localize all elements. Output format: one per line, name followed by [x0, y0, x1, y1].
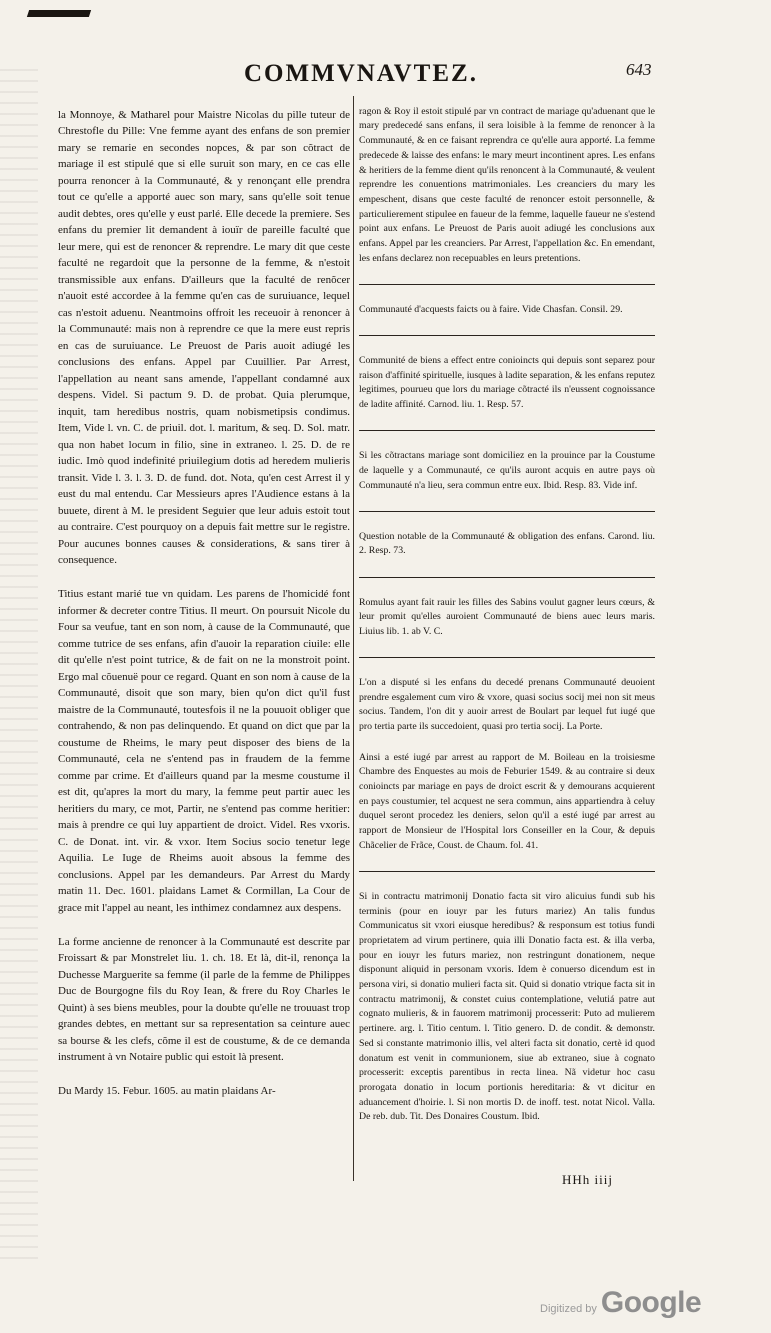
ink-mark [27, 10, 91, 17]
paragraph: Si les cõtractans mariage sont domiciliez en la prouince par la Coustume de laquelle y a Communauté, ce qu'ils auront acquis en autre pays où Communauté n'a lieu, sera commun entre eux. Ibid. Resp. 83. Vide inf. [359, 450, 655, 491]
paragraph: ragon & Roy il estoit stipulé par vn contract de mariage qu'aduenant que le mary predecedé sans enfans, il sera loisible à la femme de renoncer à la Communauté, & en ce faisant reprendra ce qu'elle aura apporté. La femme predecede & laisse des enfans: le mary meurt incontinent apres. Les enfans & heritiers de la femme dient qu'ils renoncent à la Communauté, & veulent reprendre les conuentions matrimoniales. Les creanciers du mary les empeschent, disans que ceste faculté de renoncer estoit personnelle, & particulierement stipulee en faueur de la femme, laquelle faueur ne s'estend point aux enfans. Le Preuost de Paris auoit adiugé les conclusions aux enfans. Appel par les creanciers. Par Arrest, l'appellation &c. En emendant, les enfans declarez non recepuables en leurs pretentions. [359, 105, 655, 264]
paragraph: Communité de biens a effect entre conioincts qui depuis sont separez pour raison d'affinité spirituelle, iusques à ladite separation, & les enfans reputez legitimes, pourueu que lors du mariage cõtracté ils n'eussent cognoissance de ladite affinité. Carnod. liu. 1. Resp. 57. [359, 354, 655, 411]
running-head-title: COMMVNAVTEZ. [244, 60, 478, 87]
paragraph: Romulus ayant fait rauir les filles des Sabins voulut gagner leurs cœurs, & leur promit qu'elles auroient Communauté de biens auec leurs maris. Liuius lib. 1. ab V. C. [359, 596, 655, 637]
google-logo: Google [600, 1286, 702, 1319]
gutter-margin [0, 60, 38, 1260]
paragraph: Du Mardy 15. Febur. 1605. au matin plaidans Ar- [58, 1085, 276, 1097]
section-rule [359, 871, 655, 872]
paragraph: la Monnoye, & Matharel pour Maistre Nicolas du pille tuteur de Chrestofle du Pille: Vne femme ayant des enfans de son premier mary se remarie en secondes nopces, & par son cõtract de mariage il est stipulé que si elle suruit son mary, en ce cas elle pourra renoncer à la Communauté, & y renonçant elle prendra tout ce qu'elle a apporté auec son mary, sans qu'elle soit tenue audit debtes, ores qu'elle y eust parlé. Elle decede la premiere. Ses enfans du premier lit demandent à iouïr de pareille faculté que leur mere, qui est de renoncer & reprendre. Le mary dit que ceste faculté ne regardoit que la personne de la femme, & n'estoit transmissible aux enfans. D'ailleurs que la faculté de renõcer n'auoit esté accordee à la femme qu'en cas de suruiuance, lequel cas n'estoit aduenu. Neantmoins offroit les receuoir à renoncer à la Communauté: mais non à reprendre ce que la mere eust repris en cas de suruiuance. Le Preuost de Paris auoit adiugé les conclusions des enfans. Appel par Cuuillier. Par Arrest, l'appellation au neant sans amende, l'appellant condamné aux despens. Videl. Si pactum 9. D. de probat. Quia plerumque, inquit, tam heredibus nostris, quam nobismetipsis condimus. Item, Vide l. vn. C. de priuil. dot. l. maritum, & seq. D. Sol. matr. qua non habet locum in filio, sine in extraneo. l. 25. D. de re iudic. Imò quod indefinité priuilegium dotis ad heredem mulieris transit. Vide l. 3. l. 3. D. de fund. dot. Nota, qu'en cest Arrest il y eust du mal entendu. Car Messieurs apres l'Audience estans à la buuete, dirent à M. le president Seguier que leur aduis estoit tout au contraire. C'est pourquoy on a depuis fait mettre sur le registre. Pour aucunes bonnes causes & considerations, & sans tirer à consequence. [58, 108, 350, 566]
digitized-label: Digitized by [540, 1303, 597, 1315]
section-rule [359, 577, 655, 578]
section-rule [359, 430, 655, 431]
section-rule [359, 657, 655, 658]
paragraph: Si in contractu matrimonij Donatio facta sit viro alicuius fundi sub his terminis (pour en iouyr par les futurs mariez) An talis fundus Communicatus sit vxori eiusque heredibus? & responsum est totius fundi proprietatem ad virum pertinere, quia illi Donatio facta est. & illa verba, pour en iouyr les futurs mariez, non restringunt donationem, neque disponunt aliquid in personam vxoris. Idem è conuerso dicendum est in persona viri, si donatio mulieri facta sit. Quid si donatio vtrique facta sit in contractu matrimonij, & constet cuius contemplatione, velutiá patre aut cognato mulieris, & in fauorem matrimonij processerit: Puto ad mulierem pertinere. arg. l. Titio centum. l. Titio genero. D. de condit. & demonstr. Sed si constante matrimonio illis, vel alteri facta sit donatio, certè id quod donatum est venit in communionem, siue ab extraneo, siue à cognato processerit: exceptis parentibus in recta linea. Nã videtur hoc casu prorogata donatio in locum portionis hereditaria: & vt dicitur en aduancement d'hoirie. l. Si non mortis D. de inoff. test. notat Nicol. Valla. De reb. dub. Tit. Des Donaires Coustum. Ibid. [359, 890, 655, 1123]
left-column [58, 90, 350, 1117]
digitized-watermark [540, 1286, 701, 1320]
paragraph: Titius estant marié tue vn quidam. Les parens de l'homicidé font informer & decreter contre Titius. Il meurt. On poursuit Nicole du Four sa veufue, tant en son nom, à cause de la Communauté, que comme tutrice de ses enfans, afin d'auoir la reparation ciuile: elle dit qu'elle n'est point tutrice, & de fait on ne la monstroit point. Ergo mal cõuenuë pour ce regard. Quant en son nom à cause de la Communauté, disoit que son mary, bien qu'on dict qu'il fust maistre de la Communauté, toutesfois il ne la pouuoit obliger que contrahendo, & non pas delinquendo. Et quand on dict que par la coustume de Rheims, le mary peut disposer des biens de la Communauté, cela ne s'entend pas in fraudem de la femme comme par crime. Et d'ailleurs quand par la mesme coustume il est dit, qu'apres la mort du mary, la femme peut partir auec les heritiers du mary, ce mot, Partir, ne s'entend pas comme heritier: mais à prendre ce qui luy appartient de droict. Videl. Res vxoris. C. de Donat. int. vir. & vxor. Item Socius socio tenetur lege Aquilia. Le Iuge de Rheims auoit absous la femme des conclusions. Appel par les demandeurs. Par Arrest du Mardy matin 11. Dec. 1601. plaidans Lamet & Cormillan, La Cour de grace mit l'appel au neant, les inthimez condamnez aux despens. [58, 588, 350, 914]
paragraph: L'on a disputé si les enfans du decedé prenans Communauté deuoient prendre esgalement cum viro & vxore, quasi socius socij mei non sit meus socius. Tandem, l'on dit y auoir arrest de Boulart par lequel fut iugé que pro tertia parte ils succedoient, quasi pro tertia socij. La Porte. [359, 677, 655, 733]
paragraph: Question notable de la Communauté & obligation des enfans. Carond. liu. 2. Resp. 73. [359, 530, 655, 557]
section-rule [359, 511, 655, 512]
right-column [359, 90, 655, 1141]
paragraph: Ainsi a esté iugé par arrest au rapport de M. Boileau en la troisiesme Chambre des Enquestes au mois de Feburier 1549. & au contraire si deux conioincts par mariage en pays de droict escrit & y demourans acquierent en pays coustumier, tel acquest ne sera commun, ains appartiendra à celuy duquel seront procedez les deniers, selon qu'il a esté iugé par arrest au rapport de Monsieur de l'Hospital lors Conseiller en la Cour, & depuis Chãcelier de Frãce, Coust. de Chaum. fol. 41. [359, 751, 655, 851]
section-rule [359, 335, 655, 336]
signature-mark: HHh iiij [562, 1172, 613, 1187]
section-rule [359, 284, 655, 285]
column-divider [353, 96, 354, 1181]
paragraph: Communauté d'acquests faicts ou à faire. Vide Chasfan. Consil. 29. [359, 303, 623, 315]
page-number: 643 [626, 60, 652, 79]
paragraph: La forme ancienne de renoncer à la Communauté est descrite par Froissart & par Monstrelet liu. 1. ch. 18. Et là, dit-il, renonça la Duchesse Marguerite sa femme (il parle de la femme de Philippes Duc de Bourgogne fils du Roy Iean, & frere du Roy Charles le Quint) à ses biens meubles, pour la doubte qu'elle ne trouuast trop grandes debtes, en mettant sur sa representation sa ceinture auec sa bourse & les clefs, cõme il est de coustume, & de ce demanda instrument à vn Notaire public qui estoit là present. [58, 935, 350, 1063]
